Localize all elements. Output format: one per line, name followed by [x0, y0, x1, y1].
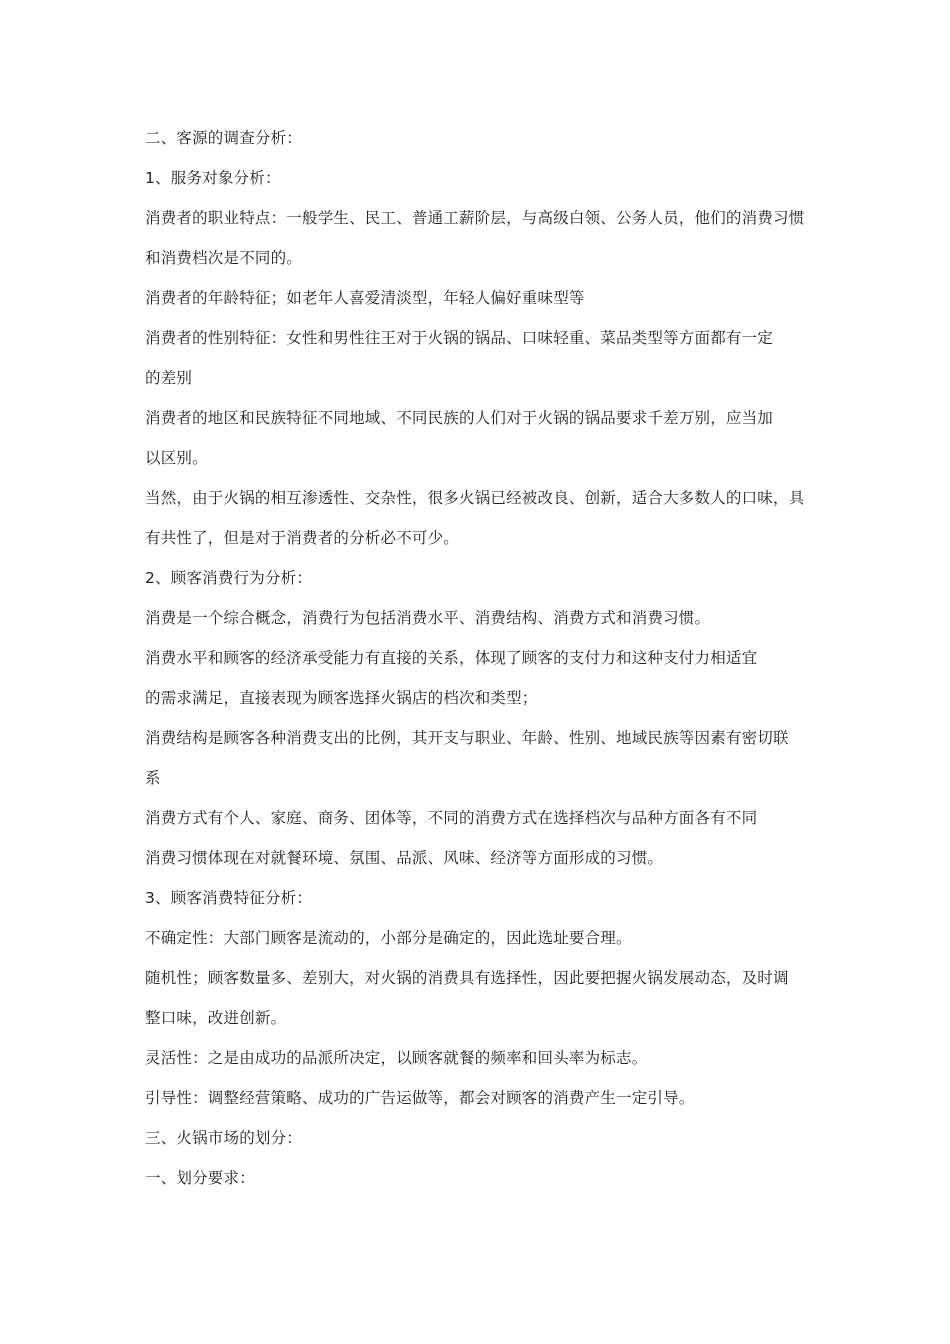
subheading-consumer-characteristics: 3、顾客消费特征分析：: [145, 889, 313, 907]
paragraph-line: 灵活性：之是由成功的品派所决定，以顾客就餐的频率和回头率为标志。: [145, 1049, 648, 1067]
section-heading-customer-source: 二、客源的调查分析：: [145, 129, 303, 147]
subheading-service-target: 1、服务对象分析：: [145, 169, 281, 187]
subheading-consumer-behavior: 2、顾客消费行为分析：: [145, 569, 313, 587]
paragraph-line: 引导性：调整经营策略、成功的广告运做等，都会对顾客的消费产生一定引导。: [145, 1089, 695, 1107]
paragraph-line: 的差别: [145, 369, 193, 387]
section-heading-market-division: 三、火锅市场的划分：: [145, 1129, 303, 1147]
paragraph-line: 消费者的性别特征：女性和男性往王对于火锅的锅品、口味轻重、菜品类型等方面都有一定: [145, 329, 774, 347]
paragraph-line: 有共性了，但是对于消费者的分析必不可少。: [145, 529, 460, 547]
paragraph-line: 消费结构是顾客各种消费支出的比例，其开支与职业、年龄、性别、地域民族等因素有密切联: [145, 729, 789, 747]
paragraph-line: 整口味，改进创新。: [145, 1009, 287, 1027]
paragraph-line: 消费者的地区和民族特征不同地域、不同民族的人们对于火锅的锅品要求千差万别，应当加: [145, 409, 774, 427]
paragraph-line: 消费习惯体现在对就餐环境、氛围、品派、风味、经济等方面形成的习惯。: [145, 849, 664, 867]
document-body: [145, 125, 810, 1205]
paragraph-line: 随机性；顾客数量多、差别大，对火锅的消费具有选择性，因此要把握火锅发展动态，及时调: [145, 969, 789, 987]
paragraph-line: 的需求满足，直接表现为顾客选择火锅店的档次和类型；: [145, 689, 538, 707]
subheading-division-requirements: 一、划分要求：: [145, 1169, 255, 1187]
paragraph-line: 消费者的年龄特征；如老年人喜爱清淡型，年轻人偏好重味型等: [145, 289, 585, 307]
paragraph-line: 消费者的职业特点：一般学生、民工、普通工薪阶层，与高级白领、公务人员，他们的消费习惯: [145, 209, 805, 227]
paragraph-line: 系: [145, 769, 161, 787]
paragraph-line: 消费方式有个人、家庭、商务、团体等，不同的消费方式在选择档次与品种方面各有不同: [145, 809, 758, 827]
paragraph-line: 以区别。: [145, 449, 208, 467]
paragraph-line: 消费是一个综合概念，消费行为包括消费水平、消费结构、消费方式和消费习惯。: [145, 609, 711, 627]
paragraph-line: 消费水平和顾客的经济承受能力有直接的关系，体现了顾客的支付力和这种支付力相适宜: [145, 649, 758, 667]
paragraph-line: 不确定性：大部门顾客是流动的，小部分是确定的，因此选址要合理。: [145, 929, 632, 947]
paragraph-line: 当然，由于火锅的相互渗透性、交杂性，很多火锅已经被改良、创新，适合大多数人的口味，具: [145, 489, 805, 507]
paragraph-line: 和消费档次是不同的。: [145, 249, 303, 267]
